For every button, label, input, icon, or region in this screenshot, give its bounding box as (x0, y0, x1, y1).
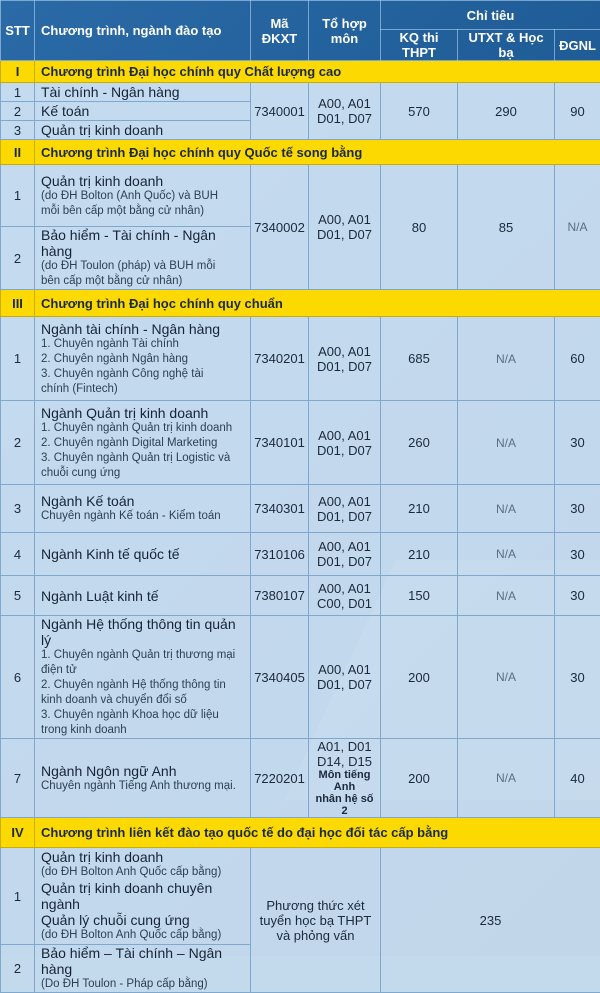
program-desc: 2. Chuyên ngành Ngân hàng (41, 352, 247, 367)
combo-line: C00, D01 (317, 596, 372, 611)
quota-thpt: 210 (381, 485, 458, 533)
row-stt: 5 (1, 576, 35, 616)
combo-line: A00, A01 (318, 428, 371, 443)
combo-line: D14, D15 (317, 754, 372, 769)
quota-utxt: N/A (458, 576, 555, 616)
combo-line: A00, A01 (318, 581, 371, 596)
program-code: 7310106 (251, 533, 309, 576)
subject-combo (309, 165, 381, 290)
program-name: Bảo hiểm - Tài chính - Ngân hàng (41, 227, 216, 259)
program-desc: bên cấp một bằng cử nhân) (41, 274, 247, 289)
row-stt: 2 (1, 945, 35, 993)
combo-line: D01, D07 (317, 677, 372, 692)
combo-line: A00, A01 (318, 96, 371, 111)
combo-line: A00, A01 (318, 539, 371, 554)
program-name: Ngành Kế toán (41, 493, 134, 509)
combo-line: D01, D07 (317, 554, 372, 569)
quota-thpt: 570 (381, 83, 458, 140)
combo-line: D01, D07 (317, 443, 372, 458)
combo-line: D01, D07 (317, 227, 372, 242)
quota-thpt: 200 (381, 616, 458, 739)
row-stt: 6 (1, 616, 35, 739)
quota-dgnl: 90 (555, 83, 600, 140)
combo-note: nhân hệ số 2 (312, 793, 377, 817)
program-desc: Chuyên ngành Tiếng Anh thương mại. (41, 779, 247, 794)
row-stt: 2 (1, 401, 35, 485)
header-q3: ĐGNL (555, 30, 600, 61)
method-line: và phỏng vấn (254, 928, 377, 943)
quota-thpt: 210 (381, 533, 458, 576)
section-title: Chương trình Đại học chính quy Quốc tế song bằng (35, 140, 600, 165)
header-stt: STT (1, 1, 35, 61)
program-name: Bảo hiểm – Tài chính – Ngân hàng (41, 945, 247, 977)
quota-thpt: 200 (381, 739, 458, 818)
program-desc: (do ĐH Bolton Anh Quốc cấp bằng) (41, 928, 247, 943)
header-q2: UTXT & Học bạ (458, 30, 555, 61)
quota-dgnl: 30 (555, 533, 600, 576)
quota-dgnl: 30 (555, 616, 600, 739)
section-row (1, 61, 600, 83)
program-desc: mỗi bên cấp một bằng cử nhân) (41, 204, 247, 219)
program-code: 7340001 (251, 83, 309, 140)
table-row (1, 317, 600, 401)
combo-line: D01, D07 (317, 359, 372, 374)
table-row (1, 533, 600, 576)
program-name: Ngành Luật kinh tế (35, 576, 251, 616)
header-combo: Tổ hợp môn (309, 1, 381, 61)
program-code: 7340201 (251, 317, 309, 401)
program-desc: (Do ĐH Toulon - Pháp cấp bằng) (41, 977, 247, 992)
subject-combo (309, 317, 381, 401)
table-row (1, 616, 600, 739)
program-cell (35, 485, 251, 533)
program-desc: (do ĐH Toulon (pháp) và BUH mỗi (41, 259, 247, 274)
program-desc: 2. Chuyên ngành Digital Marketing (41, 436, 247, 451)
section-row (1, 140, 600, 165)
section-row (1, 818, 600, 848)
program-code: 7340101 (251, 401, 309, 485)
program-code: 7340405 (251, 616, 309, 739)
table-row (1, 485, 600, 533)
program-desc: Chuyên ngành Kế toán - Kiểm toán (41, 509, 247, 524)
subject-combo (309, 83, 381, 140)
program-name: Tài chính - Ngân hàng (35, 83, 251, 102)
row-stt: 1 (1, 83, 35, 102)
quota-utxt: N/A (458, 616, 555, 739)
section-num: II (1, 140, 35, 165)
quota-utxt: N/A (458, 401, 555, 485)
program-name: Ngành Kinh tế quốc tế (35, 533, 251, 576)
header-code: Mã ĐKXT (251, 1, 309, 61)
table-row (1, 401, 600, 485)
program-desc: 2. Chuyên ngành Hệ thống thông tin (41, 678, 247, 693)
program-name: Ngành Ngôn ngữ Anh (41, 763, 176, 779)
method-line: tuyển học bạ THPT (254, 913, 377, 928)
section-row (1, 290, 600, 317)
program-desc: 1. Chuyên ngành Quản trị kinh doanh (41, 421, 247, 436)
subject-combo (309, 616, 381, 739)
quota-dgnl: 30 (555, 485, 600, 533)
section-title: Chương trình Đại học chính quy chuẩn (35, 290, 600, 317)
combo-line: A00, A01 (318, 662, 371, 677)
program-cell (35, 739, 251, 818)
quota-dgnl: 30 (555, 401, 600, 485)
quota-thpt: 260 (381, 401, 458, 485)
table-row (1, 83, 600, 102)
section-title: Chương trình Đại học chính quy Chất lượng cao (35, 61, 600, 83)
quota-utxt: N/A (458, 739, 555, 818)
quota-thpt: 685 (381, 317, 458, 401)
program-desc: (do ĐH Bolton (Anh Quốc) và BUH (41, 189, 247, 204)
program-desc: trong kinh doanh (41, 723, 247, 738)
header-quota: Chỉ tiêu (381, 1, 600, 30)
program-name: Quản trị kinh doanh (41, 849, 163, 865)
subject-combo (309, 533, 381, 576)
program-cell (35, 848, 251, 945)
program-cell (35, 945, 251, 993)
program-cell (35, 227, 251, 290)
program-code: 7340301 (251, 485, 309, 533)
section-num: IV (1, 818, 35, 848)
section-num: I (1, 61, 35, 83)
combo-line: A01, D01 (317, 739, 371, 754)
row-stt: 2 (1, 102, 35, 121)
program-desc: chuỗi cung ứng (41, 466, 247, 481)
quota-utxt: 85 (458, 165, 555, 290)
program-code: 7380107 (251, 576, 309, 616)
quota-thpt: 80 (381, 165, 458, 290)
program-name: Quản trị kinh doanh chuyên ngành (41, 880, 247, 912)
program-cell (35, 616, 251, 739)
admission-method (251, 848, 381, 993)
quota-utxt: 290 (458, 83, 555, 140)
program-code: 7340002 (251, 165, 309, 290)
combo-line: A00, A01 (318, 344, 371, 359)
quota-total: 235 (381, 848, 600, 993)
program-desc: 1. Chuyên ngành Quản trị thương mại (41, 648, 247, 663)
table-row (1, 165, 600, 227)
combo-line: D01, D07 (317, 509, 372, 524)
program-cell (35, 165, 251, 227)
header-row-1 (1, 1, 600, 30)
table-row (1, 576, 600, 616)
header-program: Chương trình, ngành đào tạo (35, 1, 251, 61)
program-name: Ngành Hệ thống thông tin quản lý (41, 616, 236, 648)
program-code: 7220201 (251, 739, 309, 818)
quota-utxt: N/A (458, 317, 555, 401)
quota-dgnl: 40 (555, 739, 600, 818)
subject-combo (309, 576, 381, 616)
program-name: Quản lý chuỗi cung ứng (41, 912, 247, 928)
program-desc: 3. Chuyên ngành Quản trị Logistic và (41, 451, 247, 466)
quota-thpt: 150 (381, 576, 458, 616)
quota-dgnl: 30 (555, 576, 600, 616)
subject-combo (309, 401, 381, 485)
method-line: Phương thức xét (254, 898, 377, 913)
program-desc: 3. Chuyên ngành Khoa học dữ liệu (41, 708, 247, 723)
row-stt: 2 (1, 227, 35, 290)
row-stt: 3 (1, 121, 35, 140)
program-desc: 1. Chuyên ngành Tài chính (41, 337, 247, 352)
quota-utxt: N/A (458, 533, 555, 576)
quota-utxt: N/A (458, 485, 555, 533)
program-desc: điện tử (41, 663, 247, 678)
program-desc: chính (Fintech) (41, 382, 247, 397)
row-stt: 1 (1, 165, 35, 227)
subject-combo (309, 739, 381, 818)
quota-dgnl: 60 (555, 317, 600, 401)
section-title: Chương trình liên kết đào tạo quốc tế do đại học đối tác cấp bằng (35, 818, 600, 848)
combo-line: D01, D07 (317, 111, 372, 126)
program-desc: kinh doanh và chuyển đổi số (41, 693, 247, 708)
program-name: Quản trị kinh doanh (41, 173, 163, 189)
quota-dgnl: N/A (555, 165, 600, 290)
row-stt: 4 (1, 533, 35, 576)
program-name: Quản trị kinh doanh (35, 121, 251, 140)
combo-line: A00, A01 (318, 212, 371, 227)
program-cell (35, 317, 251, 401)
table-row (1, 848, 600, 945)
row-stt: 1 (1, 848, 35, 945)
program-desc: (do ĐH Bolton Anh Quốc cấp bằng) (41, 865, 247, 880)
header-q1: KQ thi THPT (381, 30, 458, 61)
program-name: Ngành tài chính - Ngân hàng (41, 321, 220, 337)
program-name: Kế toán (35, 102, 251, 121)
combo-note: Môn tiếng Anh (312, 769, 377, 793)
table-row (1, 739, 600, 818)
program-name: Ngành Quản trị kinh doanh (41, 405, 208, 421)
program-cell (35, 401, 251, 485)
row-stt: 3 (1, 485, 35, 533)
program-desc: 3. Chuyên ngành Công nghệ tài (41, 367, 247, 382)
combo-line: A00, A01 (318, 494, 371, 509)
row-stt: 7 (1, 739, 35, 818)
subject-combo (309, 485, 381, 533)
row-stt: 1 (1, 317, 35, 401)
section-num: III (1, 290, 35, 317)
